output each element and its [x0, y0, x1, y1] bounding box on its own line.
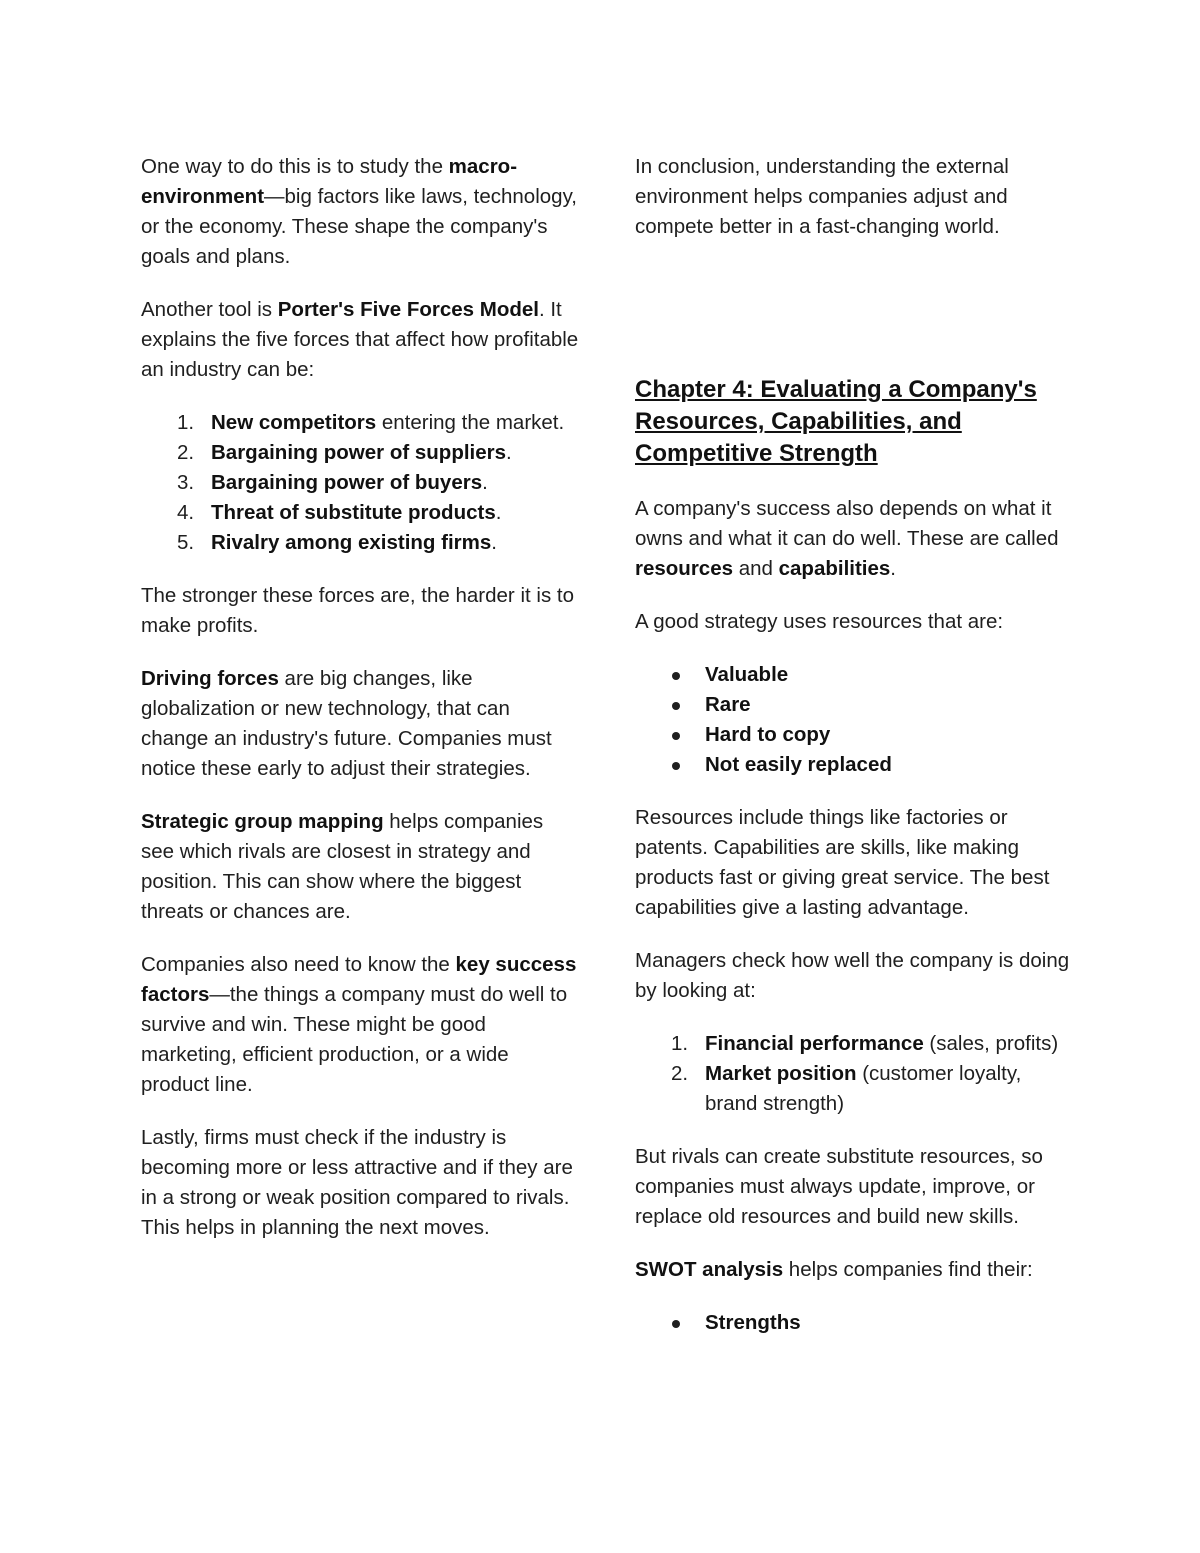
swot-list: [635, 1308, 1075, 1338]
bullet-icon: [672, 762, 680, 770]
list-item: Not easily replaced: [635, 750, 1075, 780]
paragraph-substitute-resources: But rivals can create substitute resources, so companies must always update, improve, or replace old resources and build new skills.: [635, 1145, 1043, 1228]
paragraph-strategic-group-mapping: Strategic group mapping helps companies see which rivals are closest in strategy and position. This can show where the biggest threats or chances are.: [141, 810, 544, 923]
bullet-icon: [672, 732, 680, 740]
list-item: Rare: [635, 690, 1075, 720]
right-column: [635, 152, 1075, 1361]
performance-measures-list: [635, 1029, 1075, 1119]
paragraph-managers-check: Managers check how well the company is doing by looking at:: [635, 949, 1070, 1002]
bullet-icon: [672, 672, 680, 680]
list-item: Hard to copy: [635, 720, 1075, 750]
paragraph-conclusion: In conclusion, understanding the external environment helps companies adjust and compete better in a fast-changing world.: [635, 155, 1009, 238]
list-item: 4. Threat of substitute products.: [177, 501, 502, 524]
list-item: 1. New competitors entering the market.: [177, 411, 565, 434]
chapter-heading: Chapter 4: Evaluating a Company's Resources, Capabilities, and Competitive Strength: [635, 376, 1037, 467]
list-item: Strengths: [635, 1308, 1075, 1338]
left-column: [141, 152, 581, 1266]
paragraph-swot: SWOT analysis helps companies find their:: [635, 1258, 1033, 1281]
list-item: Valuable: [635, 660, 1075, 690]
paragraph-porter-intro: Another tool is Porter's Five Forces Model. It explains the five forces that affect how profitable an industry can be:: [141, 298, 579, 381]
bullet-icon: [672, 702, 680, 710]
paragraph-resources-include: Resources include things like factories or patents. Capabilities are skills, like making products fast or giving great service. The best capabilities give a lasting advantage.: [635, 806, 1050, 919]
paragraph-good-strategy: A good strategy uses resources that are:: [635, 610, 1004, 633]
list-item: 2. Market position (customer loyalty, brand strength): [671, 1062, 1022, 1115]
list-item: 2. Bargaining power of suppliers.: [177, 441, 512, 464]
paragraph-driving-forces: Driving forces are big changes, like globalization or new technology, that can change an industry's future. Companies must notice these early to adjust their strategies.: [141, 667, 552, 780]
list-item: 1. Financial performance (sales, profits): [671, 1032, 1059, 1055]
list-item: 5. Rivalry among existing firms.: [177, 531, 497, 554]
paragraph-macro-environment: One way to do this is to study the macro-environment—big factors like laws, technology, or the economy. These shape the company's goals and plans.: [141, 155, 577, 268]
paragraph-resources-capabilities: A company's success also depends on what it owns and what it can do well. These are called resources and capabilities.: [635, 497, 1059, 580]
list-item: 3. Bargaining power of buyers.: [177, 471, 488, 494]
paragraph-key-success-factors: Companies also need to know the key success factors—the things a company must do well to survive and win. These might be good marketing, efficient production, or a wide product line.: [141, 953, 577, 1096]
bullet-icon: [672, 1320, 680, 1328]
five-forces-list: [141, 408, 581, 558]
resource-qualities-list: [635, 660, 1075, 780]
paragraph-industry-attractiveness: Lastly, firms must check if the industry is becoming more or less attractive and if they are in a strong or weak position compared to rivals. This helps in planning the next moves.: [141, 1126, 573, 1239]
paragraph-forces-strength: The stronger these forces are, the harder it is to make profits.: [141, 584, 574, 637]
